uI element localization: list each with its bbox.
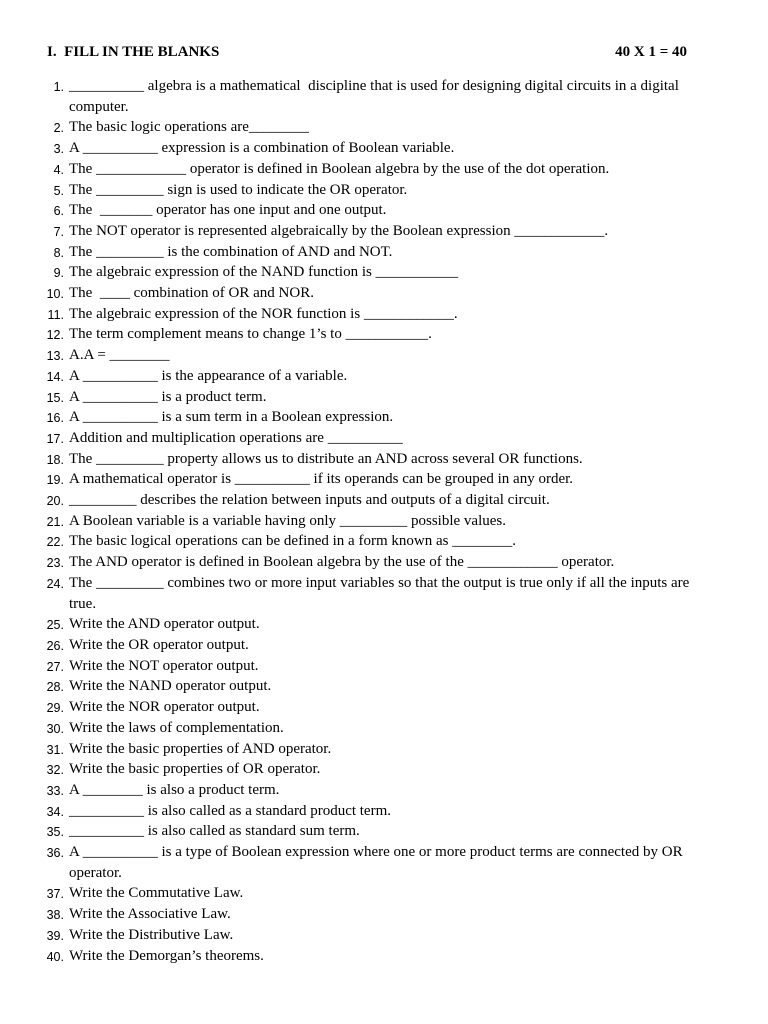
question-text: Write the Associative Law. <box>69 906 231 923</box>
question-item <box>0 283 768 304</box>
question-number: 34. <box>46 804 64 819</box>
question-item <box>0 718 768 739</box>
question-item <box>0 469 768 490</box>
question-number: 26. <box>46 638 64 653</box>
section-title: I. FILL IN THE BLANKS <box>47 44 220 60</box>
question-text: The basic logic operations are________ <box>69 119 309 136</box>
question-number: 19. <box>46 473 64 488</box>
question-number: 23. <box>46 556 64 571</box>
question-number: 35. <box>46 825 64 840</box>
question-text: A.A = ________ <box>69 347 170 364</box>
question-number: 38. <box>46 908 64 923</box>
question-item <box>0 842 768 883</box>
question-item <box>0 883 768 904</box>
question-number: 16. <box>46 411 64 426</box>
question-number: 15. <box>46 390 64 405</box>
question-number: 20. <box>46 494 64 509</box>
question-item <box>0 635 768 656</box>
question-number: 39. <box>46 928 64 943</box>
question-number: 25. <box>46 618 64 633</box>
question-text: The ____ combination of OR and NOR. <box>69 285 314 302</box>
question-number: 3. <box>53 142 64 157</box>
question-text: Write the basic properties of AND operator. <box>69 740 332 757</box>
question-number: 28. <box>46 680 64 695</box>
question-text: A ________ is also a product term. <box>69 781 280 798</box>
question-item <box>0 221 768 242</box>
question-item <box>0 656 768 677</box>
question-number: 33. <box>46 783 64 798</box>
question-item <box>0 531 768 552</box>
question-item <box>0 428 768 449</box>
question-item <box>0 407 768 428</box>
question-number: 27. <box>46 659 64 674</box>
question-item <box>0 780 768 801</box>
question-item <box>0 511 768 532</box>
question-item <box>0 676 768 697</box>
question-number: 18. <box>46 452 64 467</box>
question-text: The _______ operator has one input and one output. <box>69 202 387 219</box>
question-item <box>0 180 768 201</box>
question-item <box>0 159 768 180</box>
question-item <box>0 200 768 221</box>
question-item <box>0 117 768 138</box>
question-text: A __________ is a sum term in a Boolean expression. <box>69 409 394 426</box>
question-number: 37. <box>46 887 64 902</box>
question-number: 17. <box>46 431 64 446</box>
question-number: 24. <box>46 576 64 591</box>
question-number: 12. <box>46 328 64 343</box>
question-text: The _________ sign is used to indicate the OR operator. <box>69 181 408 198</box>
question-number: 1. <box>53 80 64 94</box>
question-item <box>0 759 768 780</box>
question-number: 31. <box>46 742 64 757</box>
question-text: Addition and multiplication operations are __________ <box>69 429 403 446</box>
question-number: 40. <box>46 949 64 964</box>
question-text: A __________ is the appearance of a variable. <box>69 367 348 384</box>
section-header <box>47 44 687 64</box>
question-number: 32. <box>46 763 64 778</box>
question-text: Write the Commutative Law. <box>69 885 244 902</box>
question-text: _________ describes the relation between inputs and outputs of a digital circuit. <box>69 492 550 509</box>
question-number: 14. <box>46 369 64 384</box>
question-item <box>0 490 768 511</box>
question-number: 2. <box>53 121 64 136</box>
question-text: Write the OR operator output. <box>69 636 249 653</box>
question-item <box>0 904 768 925</box>
question-text: The _________ combines two or more input variables so that the output is true only if all the inputs are true. <box>69 574 694 612</box>
question-number: 8. <box>53 245 64 260</box>
question-text: __________ is also called as standard sum term. <box>69 823 360 840</box>
question-text: The NOT operator is represented algebraically by the Boolean expression ____________. <box>69 222 609 239</box>
question-item <box>0 821 768 842</box>
question-number: 30. <box>46 721 64 736</box>
question-number: 13. <box>46 349 64 364</box>
question-number: 22. <box>46 535 64 550</box>
question-text: __________ algebra is a mathematical discipline that is used for designing digital circuits in a digital computer. <box>69 78 683 115</box>
question-text: The ____________ operator is defined in Boolean algebra by the use of the dot operation. <box>69 160 610 177</box>
question-text: Write the Distributive Law. <box>69 926 234 943</box>
question-text: The AND operator is defined in Boolean algebra by the use of the ____________ operator. <box>69 554 615 571</box>
question-text: Write the laws of complementation. <box>69 719 284 736</box>
question-text: Write the NOT operator output. <box>69 657 259 674</box>
question-number: 10. <box>46 287 64 302</box>
question-text: __________ is also called as a standard product term. <box>69 802 392 819</box>
question-item <box>0 304 768 325</box>
question-text: A __________ is a product term. <box>69 388 267 405</box>
question-item <box>0 366 768 387</box>
question-text: Write the NAND operator output. <box>69 678 272 695</box>
question-item <box>0 739 768 760</box>
question-item <box>0 573 768 614</box>
question-item <box>0 324 768 345</box>
question-item <box>0 697 768 718</box>
question-text: Write the basic properties of OR operator. <box>69 761 321 778</box>
question-number: 4. <box>53 162 64 177</box>
question-text: A __________ expression is a combination of Boolean variable. <box>69 140 455 157</box>
question-number: 36. <box>46 846 64 861</box>
question-item <box>0 76 768 117</box>
question-number: 11. <box>47 307 64 322</box>
question-item <box>0 614 768 635</box>
question-item <box>0 925 768 946</box>
question-text: The _________ is the combination of AND and NOT. <box>69 243 393 260</box>
question-item <box>0 387 768 408</box>
question-item <box>0 242 768 263</box>
question-number: 5. <box>53 183 64 198</box>
question-text: The algebraic expression of the NAND function is ___________ <box>69 264 459 281</box>
question-number: 21. <box>46 514 64 529</box>
question-text: The algebraic expression of the NOR function is ____________. <box>69 305 458 322</box>
question-text: Write the NOR operator output. <box>69 699 260 716</box>
question-text: The term complement means to change 1’s to ___________. <box>69 326 432 343</box>
question-number: 9. <box>53 266 64 281</box>
question-item <box>0 946 768 967</box>
question-item <box>0 552 768 573</box>
question-text: The basic logical operations can be defined in a form known as ________. <box>69 533 516 550</box>
question-text: The _________ property allows us to distribute an AND across several OR functions. <box>69 450 583 467</box>
question-list <box>0 76 768 966</box>
question-item <box>0 262 768 283</box>
question-number: 6. <box>53 204 64 219</box>
question-text: A __________ is a type of Boolean expression where one or more product terms are connected by OR operator. <box>69 844 687 881</box>
question-text: Write the Demorgan’s theorems. <box>69 947 264 964</box>
question-number: 7. <box>53 224 64 239</box>
question-text: Write the AND operator output. <box>69 616 260 633</box>
question-text: A mathematical operator is __________ if its operands can be grouped in any order. <box>69 471 574 488</box>
question-number: 29. <box>46 701 64 716</box>
question-item <box>0 449 768 470</box>
question-item <box>0 138 768 159</box>
marks-allocation: 40 X 1 = 40 <box>615 44 687 60</box>
question-item <box>0 345 768 366</box>
question-text: A Boolean variable is a variable having only _________ possible values. <box>69 512 506 529</box>
question-item <box>0 801 768 822</box>
